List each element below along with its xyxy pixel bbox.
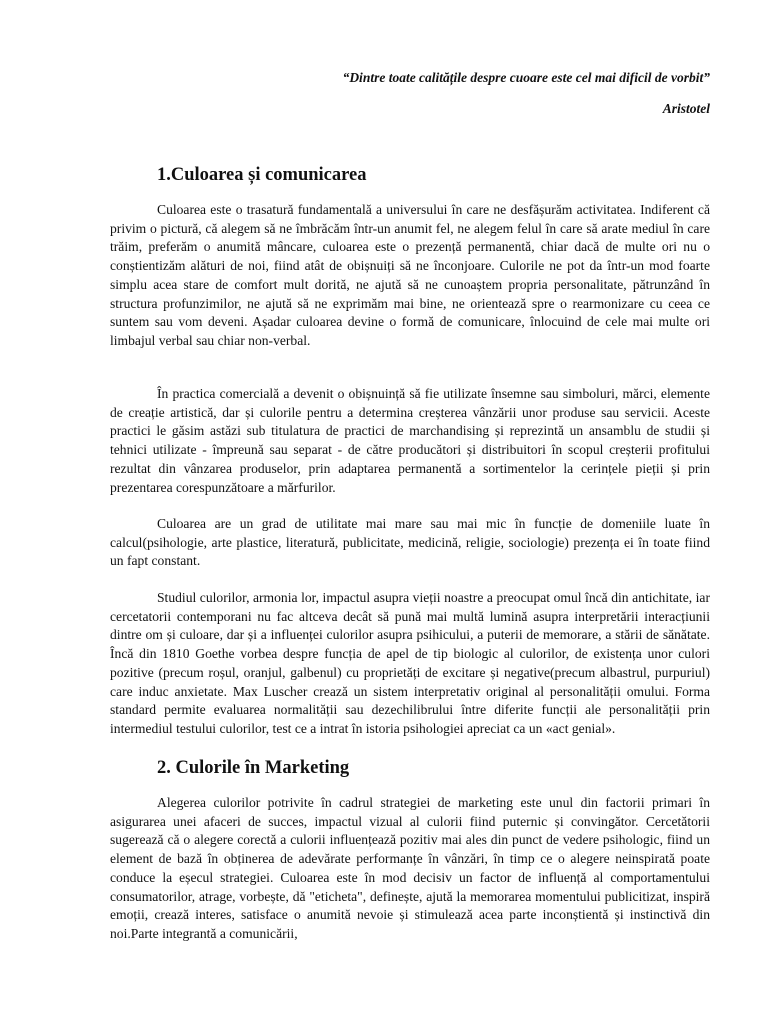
section-heading: 2. Culorile în Marketing <box>157 758 350 778</box>
paragraph: Culoarea este o trasatură fundamentală a universului în care ne desfășurăm activitatea. Indiferent că privim o pictură, că alegem să ne îmbrăcăm într-un anumit fel, ne alegem felul în care să arate mediul în care trăim, preferăm o anumită mâncare, culoarea este o prezență permanentă, chiar dacă de multe ori nu o conștientizăm alături de noi, fiind atât de obișnuiți să ne înconjoare. Culorile ne pot da într-un mod foarte simplu acea stare de comfort mult dorită, ne ajută să ne cunoaștem propria personalitate, pătrunzând în structura profunzimilor, ne ajută să ne exprimăm mai bine, ne orientează spre o rearmonizare cu ceea ce suntem sau vom deveni. Așadar culoarea devine o formă de comunicare, înlocuind de cele mai multe ori limbajul verbal sau chiar non-verbal. <box>110 202 710 348</box>
paragraph: Alegerea culorilor potrivite în cadrul strategiei de marketing este unul din factorii primari în asigurarea unei afaceri de succes, impactul vizual al culorii fiind puternic și convingător. Cercetătorii sugerează că o alegere corectă a culorii influențează pozitiv mai ales din punct de vedere psihologic, fiind un element de bază în obținerea de adevărate performanțe în vânzări, în timp ce o alegere neinspirată poate conduce la eșecul strategiei. Culoarea este în mod decisiv un factor de influență al comportamentului consumatorilor, atrage, vorbește, dă "eticheta", definește, ajută la memorarea momentului publicitizat, inspiră emoții, crează interes, satisface o anumită nevoie și stimulează acea parte inconștientă și instinctivă din noi.Parte integrantă a comunicării, <box>110 795 710 941</box>
paragraph: Culoarea are un grad de utilitate mai mare sau mai mic în funcție de domeniile luate în calcul(psihologie, arte plastice, literatură, publicitate, medicină, religie, sociologie) prezența ei în toate fiind un fapt constant. <box>110 516 710 569</box>
paragraph: Studiul culorilor, armonia lor, impactul asupra vieții noastre a preocupat omul încă din antichitate, iar cercetatorii contemporani nu fac altceva decât să pună mai multă lumină asupra interpretării interacțiunii dintre om și culoare, dar și a influenței culorilor asupra psihicului, a puterii de memorare, a stării de sănătate. Încă din 1810 Goethe vorbea despre funcția de apel de tip biologic al culorilor, de existența unor culori pozitive (precum roșul, oranjul, galbenul) cu proprietăți de excitare și negative(precum albastrul, purpuriul) care induc anxietate. Max Luscher crează un sistem interpretativ original al personalității omului. Forma standard permite evaluarea normalității sau dezechilibrului între diferite funcții ale personalității prin intermediul testului culorilor, test ce a intrat în istoria psihologiei apreciat ca un «act genial». <box>110 590 710 736</box>
epigraph-quote: “Dintre toate calitățile despre cuoare este cel mai dificil de vorbit” <box>342 70 710 85</box>
epigraph-author: Aristotel <box>662 101 710 116</box>
section-heading: 1.Culoarea și comunicarea <box>157 165 367 185</box>
paragraph: În practica comercială a devenit o obișnuință să fie utilizate însemne sau simboluri, mărci, elemente de creație artistică, dar și culorile pentru a determina creșterea vânzării unor produse sau servicii. Aceste practici le găsim astăzi sub titulatura de practici de marchandising și reprezintă un ansamblu de studii și tehnici utilizate - împreună sau separat - de către producători și distribuitori în scopul creșterii profitului rezultat din vânzarea produselor, prin adaptarea permanentă a sortimentelor la cerințele pieții și prin prezentarea corespunzătoare a mărfurilor. <box>110 386 710 495</box>
